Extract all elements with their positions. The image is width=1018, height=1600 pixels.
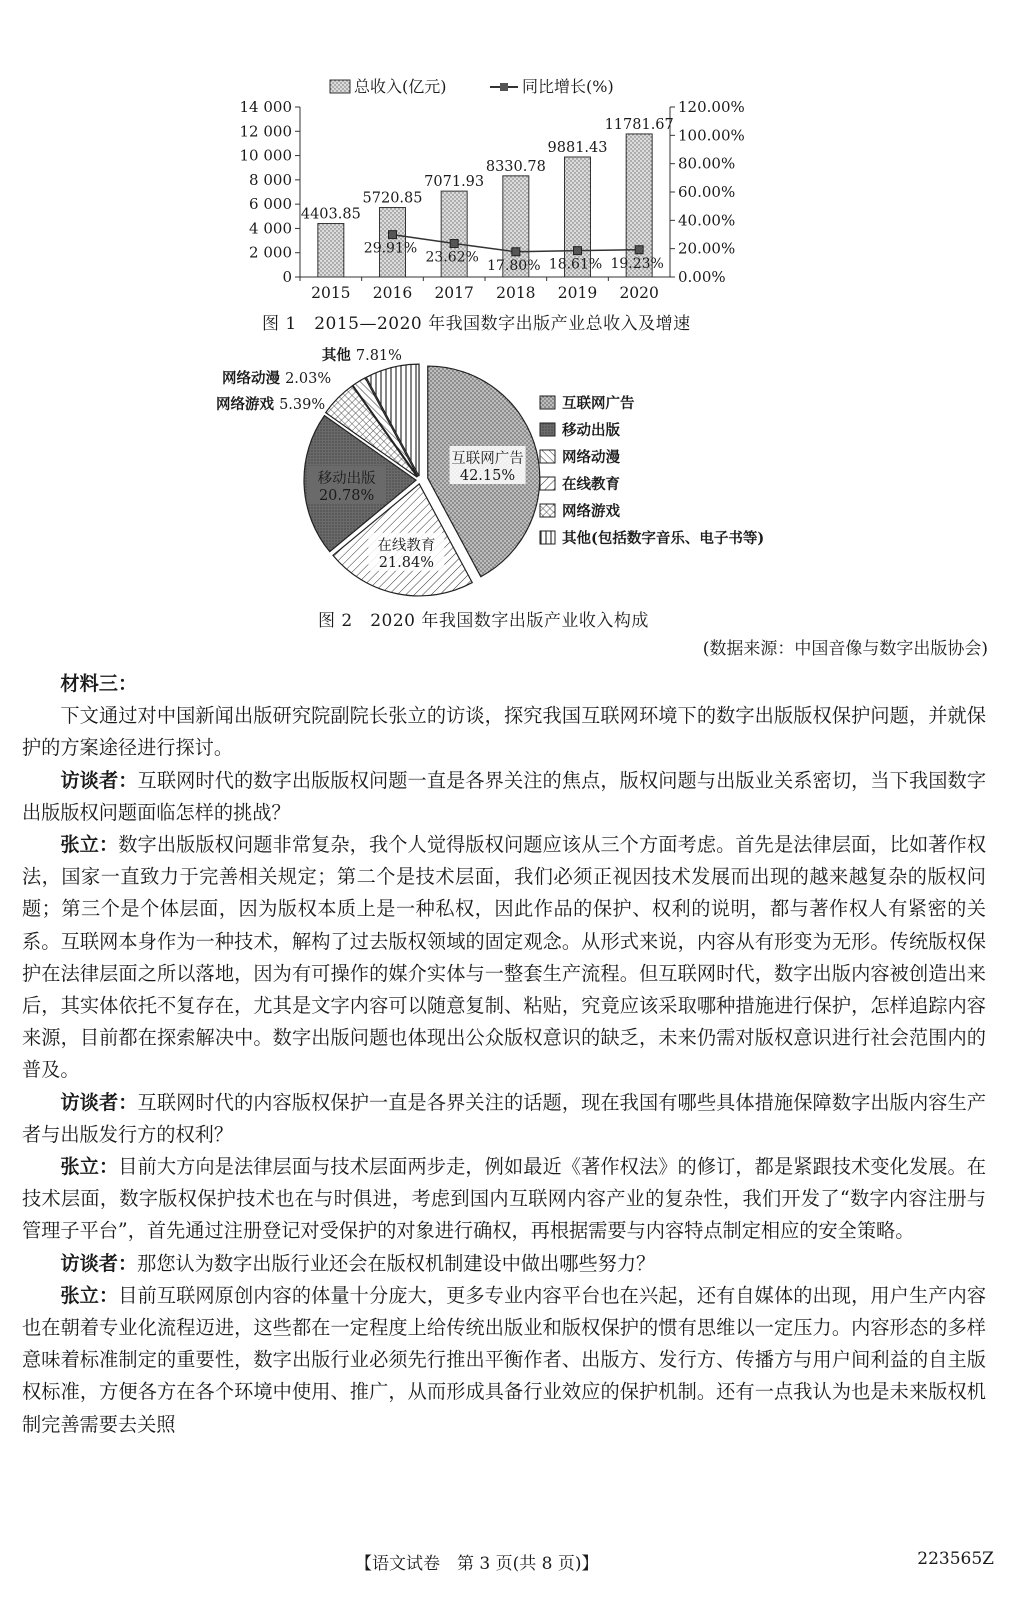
growth-value-label: 18.61% — [548, 256, 603, 273]
x-tick-label: 2019 — [557, 284, 598, 302]
dialogue-paragraph — [22, 829, 986, 1087]
legend-swatch — [540, 504, 555, 517]
speaker: 访谈者： — [60, 768, 138, 792]
bar-value-label: 7071.93 — [424, 174, 485, 191]
pie-slice-name: 在线教育 — [377, 537, 436, 554]
pie-outer-label — [216, 395, 325, 413]
legend-label: 网络动漫 — [562, 449, 620, 466]
pie-slice-value: 20.78% — [318, 487, 375, 504]
legend-line-marker — [500, 83, 508, 91]
bar — [318, 224, 344, 277]
pie-slice-name: 移动出版 — [317, 470, 376, 487]
legend-label: 其他(包括数字音乐、电子书等) — [562, 530, 765, 547]
legend-label: 网络游戏 — [562, 503, 620, 520]
legend-swatch — [540, 477, 555, 490]
legend-bar-swatch — [330, 80, 350, 93]
pie-outer-label-value: 7.81% — [355, 348, 402, 364]
data-source: (数据来源：中国音像与数字出版协会) — [702, 639, 988, 659]
bar-value-label: 11781.67 — [604, 116, 674, 133]
y2-tick-label: 60.00% — [678, 183, 736, 201]
x-tick-label: 2016 — [372, 284, 413, 302]
growth-point — [635, 246, 643, 254]
chart1-legend — [330, 77, 614, 96]
bar-line-chart — [200, 70, 820, 310]
page-footer: 【语文试卷 第 3 页(共 8 页)】 — [355, 1554, 599, 1574]
legend-label: 互联网广告 — [562, 395, 635, 412]
article-body — [22, 668, 986, 1441]
pie-outer-label-value: 5.39% — [279, 397, 326, 413]
growth-value-label: 17.80% — [487, 257, 541, 274]
speaker: 访谈者： — [60, 1251, 138, 1275]
y-tick-label: 14 000 — [239, 98, 292, 116]
pie-chart — [200, 342, 800, 602]
legend-swatch — [540, 396, 555, 409]
dialogue-text: 目前互联网原创内容的体量十分庞大，更多专业内容平台也在兴起，还有自媒体的出现，用户生产内容也在朝着专业化流程迈进，这些都在一定程度上给传统出版业和版权保护的惯有思维以一定压力。内容形态的多样意味着标准制定的重要性，数字出版行业必须先行推出平衡作者、出版方、发行方、传播方与用户间利益的自主版权标准，方便各方在各个环境中使用、推广，从而形成具备行业效应的保护机制。还有一点我认为也是未来版权机制完善需要去关照 — [22, 1283, 987, 1436]
y-tick-label: 8 000 — [249, 170, 292, 189]
dialogue-text: 目前大方向是法律层面与技术层面两步走，例如最近《著作权法》的修订，都是紧跟技术变化发展。在技术层面，数字版权保护技术也在与时俱进，考虑到国内互联网内容产业的复杂性，我们开发了“数字内容注册与管理子平台”，首先通过注册登记对受保护的对象进行确权，再根据需要与内容特点制定相应的安全策略。 — [22, 1155, 987, 1243]
y-tick-label: 4 000 — [249, 219, 292, 238]
legend-label: 移动出版 — [562, 422, 620, 439]
x-tick-label: 2017 — [434, 284, 474, 302]
bar-value-label: 9881.43 — [547, 140, 608, 157]
x-tick-label: 2015 — [311, 284, 351, 302]
dialogue-paragraph — [22, 1248, 986, 1280]
y-tick-label: 2 000 — [249, 243, 292, 262]
speaker: 张立： — [60, 833, 119, 857]
y2-ticks — [670, 98, 745, 286]
y-tick-label: 12 000 — [239, 122, 292, 141]
growth-point — [512, 248, 520, 256]
y-tick-label: 6 000 — [249, 195, 292, 214]
bar-value-label: 5720.85 — [362, 190, 423, 207]
pie-outer-label-value: 2.03% — [285, 371, 332, 387]
pie-legend — [540, 394, 764, 547]
pie-slice-value: 42.15% — [459, 468, 516, 485]
x-tick-label: 2018 — [496, 284, 536, 302]
bar-value-label: 4403.85 — [300, 206, 361, 223]
intro-paragraph: 下文通过对中国新闻出版研究院副院长张立的访谈，探究我国互联网环境下的数字出版版权保护问题，并就保护的方案途径进行探讨。 — [22, 704, 986, 760]
bars — [301, 117, 674, 277]
x-tick-label: 2020 — [619, 284, 659, 302]
pie-outer-label — [222, 369, 331, 387]
y2-tick-label: 80.00% — [678, 154, 736, 173]
figure2-caption: 图 2 2020 年我国数字出版产业收入构成 — [318, 611, 649, 631]
legend-swatch — [540, 423, 555, 436]
y2-tick-label: 0.00% — [678, 268, 726, 286]
pie-outer-label-name: 网络动漫 — [222, 370, 286, 387]
growth-value-label: 29.91% — [363, 240, 418, 257]
speaker: 张立： — [60, 1155, 119, 1179]
dialogue-text: 互联网时代的内容版权保护一直是各界关注的话题，现在我国有哪些具体措施保障数字出版内容生产者与出版发行方的权利？ — [22, 1090, 987, 1146]
section-heading: 材料三： — [60, 672, 138, 695]
dialogue-paragraph — [22, 1280, 986, 1441]
growth-value-label: 23.62% — [425, 249, 479, 266]
y-tick-label: 10 000 — [239, 146, 292, 165]
speaker: 张立： — [60, 1283, 119, 1307]
growth-point — [574, 247, 582, 255]
legend-swatch — [540, 450, 555, 463]
legend-line-label: 同比增长(%) — [522, 77, 614, 96]
dialogue-text: 数字出版版权问题非常复杂，我个人觉得版权问题应该从三个方面考虑。首先是法律层面，比如著作权法，国家一直致力于完善相关规定；第二个是技术层面，我们必须正视因技术发展而出现的越来越复杂的版权问题；第三个是个体层面，因为版权本质上是一种私权，因此作品的保护、权利的说明，都与著作权人有紧密的关系。互联网本身作为一种技术，解构了过去版权领域的固定观念。从形式来说，内容从有形变为无形。传统版权保护在法律层面之所以落地，因为有可操作的媒介实体与一整套生产流程。但互联网时代，数字出版内容被创造出来后，其实体依托不复存在，尤其是文字内容可以随意复制、粘贴，究竟应该采取哪种措施进行保护，怎样追踪内容来源，目前都在探索解决中。数字出版问题也体现出公众版权意识的缺乏，未来仍需对版权意识进行社会范围内的普及。 — [22, 833, 987, 1082]
bar-value-label: 8330.78 — [485, 158, 546, 175]
legend-label: 在线教育 — [562, 476, 620, 493]
pie-slice-name: 互联网广告 — [451, 451, 524, 468]
growth-point — [389, 231, 397, 239]
legend-swatch — [540, 531, 555, 544]
speaker: 访谈者： — [60, 1090, 138, 1114]
x-ticks — [300, 277, 659, 302]
figure1-caption: 图 1 2015—2020 年我国数字出版产业总收入及增速 — [262, 314, 691, 334]
pie-outer-label — [322, 346, 402, 364]
growth-point — [450, 240, 458, 248]
dialogue-text: 互联网时代的数字出版版权问题一直是各界关注的焦点，版权问题与出版业关系密切，当下我国数字出版版权问题面临怎样的挑战？ — [22, 768, 987, 824]
y2-tick-label: 100.00% — [678, 126, 745, 145]
dialogue-paragraph — [22, 1151, 986, 1248]
y-ticks — [240, 98, 301, 286]
dialogue-paragraph — [22, 1087, 986, 1151]
dialogue-paragraph — [22, 765, 986, 829]
growth-value-label: 19.23% — [610, 255, 664, 272]
legend-bar-label: 总收入(亿元) — [354, 77, 447, 96]
y2-tick-label: 40.00% — [678, 211, 736, 230]
pie-slice-value: 21.84% — [378, 554, 434, 571]
dialogue-text: 那您认为数字出版行业还会在版权机制建设中做出哪些努力？ — [137, 1251, 656, 1275]
y-tick-label: 0 — [282, 268, 292, 286]
y2-tick-label: 20.00% — [678, 239, 736, 258]
exam-code: 223565Z — [917, 1549, 994, 1569]
pie-outer-label-name: 其他 — [321, 347, 356, 364]
y2-tick-label: 120.00% — [678, 98, 745, 116]
pie-outer-label-name: 网络游戏 — [216, 396, 280, 413]
